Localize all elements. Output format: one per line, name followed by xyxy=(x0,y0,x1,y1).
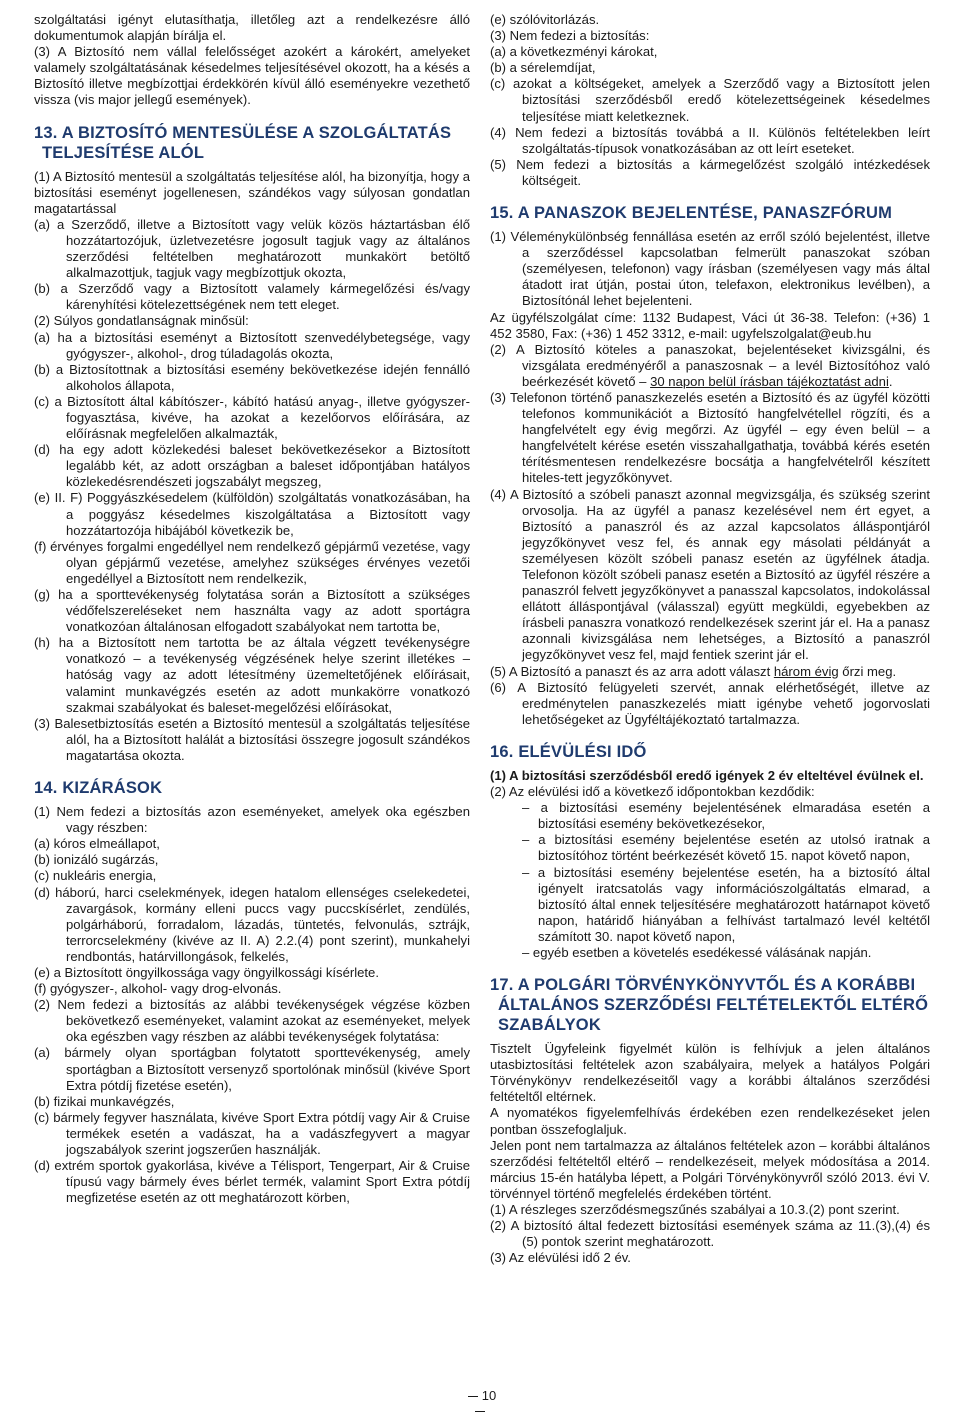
list-item: (d) extrém sportok gyakorlása, kivéve a Télisport, Tengerpart, Air & Cruise típusú vagy bármely éves bérlet termék, valamint Sport Extra pótdíj megfizetése esetén az ott meghatározott körben, xyxy=(34,1158,470,1206)
list-item: (a) ha a biztosítási eseményt a Biztosított szenvedélybetegsége, vagy gyógyszer-, alkohol-, drog túladagolás okozta, xyxy=(34,329,470,361)
paragraph: Tisztelt Ügyfeleink figyelmét külön is felhívjuk a jelen általános utasbiztosítási feltételek azon szabályaira, melyek a hatályos Polgári Törvénykönyv rendelkezéseitől vagy a korábbi általános szerződési feltételtől eltérnek. xyxy=(490,1041,930,1105)
list-item: (g) ha a sporttevékenység folytatása során a Biztosított a szükséges védőfelszereléseket nem használta vagy az adott sportágra vonatkozóan általánosan elfogadott szabályokat nem tartotta be, xyxy=(34,587,470,635)
list-item: (3) Az elévülési idő 2 év. xyxy=(490,1250,631,1266)
list-item: (c) nukleáris energia, xyxy=(34,868,157,884)
list-item: (h) ha a Biztosított nem tartotta be az általa végzett tevékenységre vonatkozó – a tevékenység végzésének helye szerint illetékes – hatóság vagy az adott létesítmény üzemeltetőjének előírásait, valamint munkavégzés esetén az adott munkakörre vonatkozó szakmai szabályokat és baleset-megelőzési előírásokat, xyxy=(34,635,470,715)
list-item: (c) bármely fegyver használata, kivéve Sport Extra pótdíj vagy Air & Cruise termékek esetén a vadászat, ha a vadászfegyvert a magyar jogszabályok szerint jogszerűen használják. xyxy=(34,1109,470,1157)
list-item: (f) érvényes forgalmi engedéllyel nem rendelkező gépjármű vezetése, vagy olyan gépjármű vezetése, amelyhez szükséges érvényes vezetői engedéllyel a Biztosított nem rendelkezik, xyxy=(34,538,470,586)
list-item: (1) Nem fedezi a biztosítás azon eseményeket, amelyek oka egészben vagy részben: xyxy=(34,804,470,836)
list-item: (e) II. F) Poggyászkésedelem (külföldön) szolgáltatás vonatkozásában, ha a poggyász késedelmes kiszolgáltatása a Biztosított vagy hozzátartozója hibájából következik be, xyxy=(34,490,470,538)
page-number: 10 xyxy=(458,1388,502,1418)
list-item: (a) a következményi károkat, xyxy=(490,44,658,60)
paragraph: (2) Az elévülési idő a következő időpontokban kezdődik: xyxy=(490,784,815,800)
list-item: (6) A Biztosító felügyeleti szervét, annak elérhetőségét, illetve az eredménytelen panaszkezelés miatt igénybe vehető jogorvoslati lehetőségeket az Ügyféltájékoztató tartalmazza. xyxy=(490,679,930,727)
list-item: (e) szólóvitorlázás. xyxy=(490,12,600,27)
list-item: (b) fizikai munkavégzés, xyxy=(34,1093,175,1109)
list-item: (a) bármely olyan sportágban folytatott sporttevékenység, amely sportágban a Biztosított versenyző sportolónak minősül (kivéve Sport Extra pótdíj fizetése esetén), xyxy=(34,1045,470,1093)
list-item: (4) A Biztosító a szóbeli panaszt azonnal megvizsgálja, és szükség szerint orvosolja. Ha az ügyfél a panasz kezelésével nem ért egyet, a Biztosító a panaszról és az azzal kapcsolatos álláspontjáról jegyzőkönyvet vesz fel, és annak egy másolati példányát a személyesen közölt szóbeli panasz esetén az ügyfélnek átadja. Telefonon közölt szóbeli panasz esetén a Biztosító az ügyfél részére a panaszról felvett jegyzőkönyvet a panasszal kapcsolatos, indokolással ellátott álláspontjával (válasszal) együtt megküldi, egyebekben az írásbeli panaszra vonatkozó rendelkezések szerint jár el. Ha a panasz azonnali kivizsgálása nem lehetséges, a Biztosító a panaszról jegyzőkönyvet vesz fel, majd fentiek szerint jár el. xyxy=(490,486,930,663)
paragraph: (1) A biztosítási szerződésből eredő igények 2 év elteltével évülnek el. xyxy=(490,767,924,783)
left-column xyxy=(34,12,470,1206)
section-heading-15: 15. A PANASZOK BEJELENTÉSE, PANASZFÓRUM xyxy=(490,204,893,223)
list-item: (a) a Szerződő, illetve a Biztosított vagy velük közös háztartásban élő hozzátartozójuk, üzletvezetésre jogosult tagjuk vagy az általános szerződési feltételben meghatározott munkakört betöltő alkalmazottjuk, tagjuk vagy megbízottjuk okozta, xyxy=(34,216,470,281)
right-column xyxy=(490,12,930,1266)
list-item: (2) Nem fedezi a biztosítás az alábbi tevékenységek végzése közben bekövetkező eseményeket, valamint azokat az eseményeket, melyek oka egészben vagy részben az alábbi tevékenységek folytatása: xyxy=(34,997,470,1045)
list-item: (3) Balesetbiztosítás esetén a Biztosító mentesül a szolgáltatás teljesítése alól, ha a Biztosított halálát a biztosítási összegre jogosult szándékos magatartása okozta. xyxy=(34,715,470,763)
list-item: (b) ionizáló sugárzás, xyxy=(34,852,159,868)
list-item: (5) A Biztosító a panaszt és az arra adott választ három évig őrzi meg. xyxy=(490,663,897,679)
paragraph: A nyomatékos figyelemfelhívás érdekében ezen rendelkezéseket jelen pontban összefoglaljuk. xyxy=(490,1105,930,1137)
list-item: (c) azokat a költségeket, amelyek a Szerződő vagy a Biztosított jelen biztosítási szerződésből eredő kötelezettségeinek késedelmes teljesítése miatt keletkeznek. xyxy=(490,76,930,124)
contact-address: Az ügyfélszolgálat címe: 1132 Budapest, Váci út 36-38. Telefon: (+36) 1 452 3580, Fax: (+36) 1 452 3312, e-mail: ugyfelszolgalat@eub.hu xyxy=(490,309,930,341)
list-item: – egyéb esetben a követelés esedékessé válásának napján. xyxy=(522,944,872,960)
paragraph: (3) A Biztosító nem vállal felelősséget azokért a károkért, amelyeket valamely szolgáltatásának késedelmes teljesítésével okozott, ha a késés a Biztosító illetve megbízottjai érdekkörén kívül álló eseményekre vezethető vissza (vis major jellegű események). xyxy=(34,44,470,108)
paragraph: (3) Nem fedezi a biztosítás: xyxy=(490,28,650,44)
section-heading-17: 17. A POLGÁRI TÖRVÉNYKÖNYVTŐL ÉS A KORÁBBI ÁLTALÁNOS SZERZŐDÉSI FELTÉTELEKTŐL ELTÉRŐ SZABÁLYOK xyxy=(490,976,929,1035)
deadline-text: 30 napon belül írásban tájékoztatást adni xyxy=(650,373,889,389)
list-item: (2) A Biztosító köteles a panaszokat, bejelentéseket kivizsgálni, és vizsgálata eredményéről a panaszosnak – a levél Biztosítóhoz való beérkezését követő – 30 napon belül írásban tájékoztatást adni. xyxy=(490,341,930,389)
paragraph: (1) A Biztosító mentesül a szolgáltatás teljesítése alól, ha bizonyítja, hogy a biztosítási eseményt jogellenesen, szándékos vagy súlyosan gondatlan magatartással xyxy=(34,168,470,216)
list-item: (b) a Szerződő vagy a Biztosított valamely kármegelőzési és/vagy kárenyhítési kötelezettségének nem tett eleget. xyxy=(34,281,470,313)
list-item: (e) a Biztosított öngyilkossága vagy öngyilkossági kísérlete. xyxy=(34,964,379,980)
list-item: – a biztosítási esemény bejelentése esetén, ha a biztosító által igényelt iratcsatolás vagy információszolgáltatás elmarad, a biztosító által ennek teljesítésére meghatározott határnapot követő napon, határidő hiányában a felhívást tartalmazó levél keltétől számított 30. napot követő napon, xyxy=(522,864,930,944)
list-item: (5) Nem fedezi a biztosítás a kármegelőzést szolgáló intézkedések költségeit. xyxy=(490,156,930,188)
list-item: (3) Telefonon történő panaszkezelés esetén a Biztosító és az ügyfél közötti telefonos kommunikációt a Biztosító hangfelvétellel rögzíti, és a hangfelvételt egy évig megőrzi. Az ügyfél – egy éven belül – a hangfelvételt kérése esetén visszahallgathatja, továbbá kérés esetén térítésmentesen rendelkezésre bocsátja a hangfelvételről készített hiteles-tett jegyzőkönyvet. xyxy=(490,389,930,486)
list-item: (1) Véleménykülönbség fennállása esetén az erről szóló bejelentést, illetve a szerződéssel kapcsolatban felmerült panaszokat szóban (személyesen, telefonon) vagy írásban (személyesen vagy más által átadott irat útján, postai úton, telefaxon, elektronikus levélben), a Biztosítónál lehet bejelenteni. xyxy=(490,229,930,309)
list-item: (4) Nem fedezi a biztosítás továbbá a II. Különös feltételekben leírt szolgáltatás-típusok vonatkozásában az ott leírt eseteket. xyxy=(490,124,930,156)
paragraph: (2) Súlyos gondatlanságnak minősül: xyxy=(34,313,249,329)
section-heading-14: 14. KIZÁRÁSOK xyxy=(34,779,163,798)
list-item: (b) a Biztosítottnak a biztosítási esemény bekövetkezése idején fennálló alkoholos állapota, xyxy=(34,361,470,393)
list-item: (d) háború, harci cselekmények, idegen hatalom ellenséges cselekedetei, zavargások, kormány elleni puccs vagy puccskísérlet, zendülés, polgárháború, forradalom, lázadás, tüntetés, felvonulás, sztrájk, terrorcselekmény (kivéve az II. A) 2.2.(4) pont szerint), munkahelyi rendbontás, határvillongások, felkelés, xyxy=(34,884,470,964)
section-heading-16: 16. ELÉVÜLÉSI IDŐ xyxy=(490,742,647,761)
list-item: – a biztosítási esemény bejelentése esetén az utolsó iratnak a biztosítóhoz történt beérkezését követő 15. napot követő napon, xyxy=(522,832,930,864)
paragraph: Jelen pont nem tartalmazza az általános feltételek azon – korábbi általános szerződési feltételtől eltérő – rendelkezéseit, melyek módosítása a 2014. március 15-én hatályba lépett, a Polgári Törvénykönyvről szóló 2013. évi V. törvénnyel történő megfelelés érdekében történt. xyxy=(490,1137,930,1201)
list-item: (d) ha egy adott közlekedési baleset bekövetkezésekor a Biztosított legalább két, az adott országban a baleset időpontjában hatályos közlekedésrendészeti jogszabályt megszeg, xyxy=(34,442,470,490)
section-heading-13: 13. A BIZTOSÍTÓ MENTESÜLÉSE A SZOLGÁLTATÁS TELJESÍTÉSE ALÓL xyxy=(34,123,452,162)
retention-period: három évig xyxy=(773,663,839,679)
list-item: (2) A biztosító által fedezett biztosítási események száma az 11.(3),(4) és (5) pontok szerint meghatározott. xyxy=(490,1218,930,1250)
list-item: (a) kóros elmeállapot, xyxy=(34,836,160,852)
list-item: (c) a Biztosított által kábítószer-, kábító hatású anyag-, illetve gyógyszer-fogyasztása, kivéve, ha azokat a kezelőorvos előírására, az előírásnak megfelelően alkalmazták, xyxy=(34,393,470,442)
list-item: (b) a sérelemdíjat, xyxy=(490,60,596,76)
list-item: (f) gyógyszer-, alkohol- vagy drog-elvonás. xyxy=(34,981,282,997)
list-item: (1) A részleges szerződésmegszűnés szabályai a 10.3.(2) pont szerint. xyxy=(490,1202,900,1217)
list-item: – a biztosítási esemény bejelentésének elmaradása esetén a biztosítási esemény bekövetkezésekor, xyxy=(522,800,930,832)
paragraph: szolgáltatási igényt elutasíthatja, illetőleg azt a rendelkezésre álló dokumentumok alapján bírálja el. xyxy=(34,12,470,44)
